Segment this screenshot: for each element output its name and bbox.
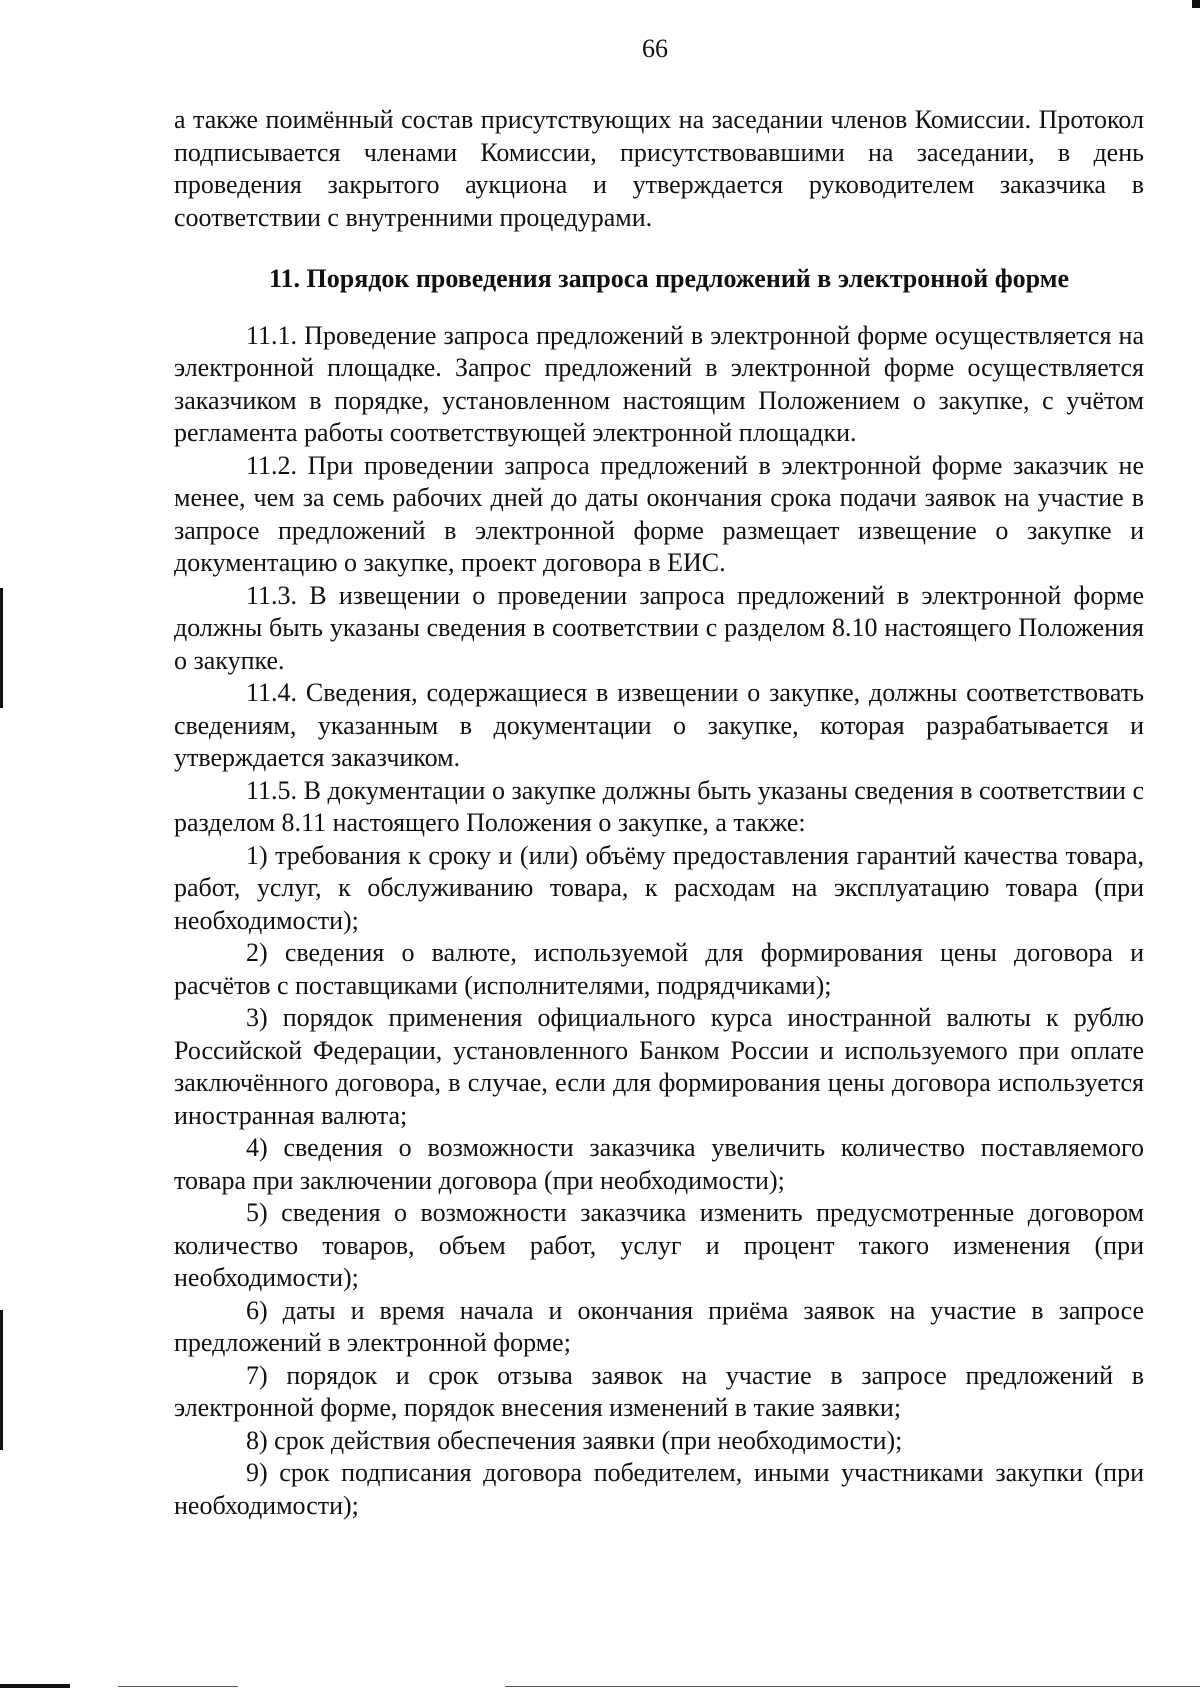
paragraph-11-3: 11.3. В извещении о проведении запроса предложений в электронной форме должны быть указаны сведения в соответствии с разделом 8.10 настоящего Положения о закупке. <box>174 580 1144 675</box>
list-item-5: 5) сведения о возможности заказчика изменить предусмотренные договором количество товаров, объем работ, услуг и процент такого изменения (при необходимости); <box>174 1198 1144 1292</box>
section-heading: 11. Порядок проведения запроса предложений в электронной форме <box>268 264 1070 293</box>
paragraph-11-5: 11.5. В документации о закупке должны быть указаны сведения в соответствии с разделом 8.11 настоящего Положения о закупке, а также: <box>174 775 1144 837</box>
list-item-7: 7) порядок и срок отзыва заявок на участие в запросе предложений в электронной форме, порядок внесения изменений в такие заявки; <box>174 1360 1144 1422</box>
list-item-6: 6) даты и время начала и окончания приёма заявок на участие в запросе предложений в электронной форме; <box>174 1295 1144 1357</box>
paragraph-11-2: 11.2. При проведении запроса предложений в электронной форме заказчик не менее, чем за семь рабочих дней до даты окончания срока подачи заявок на участие в запросе предложений в электронной форме размещает извещение о закупке и документацию о закупке, проект договора в ЕИС. <box>174 450 1144 577</box>
list-item-2: 2) сведения о валюте, используемой для формирования цены договора и расчётов с поставщиками (исполнителями, подрядчиками); <box>174 938 1144 1000</box>
document-body <box>174 104 1144 1522</box>
scan-left-edge-mark <box>0 588 3 708</box>
scan-left-edge-mark <box>0 1310 3 1450</box>
continued-paragraph: а также поимённый состав присутствующих на заседании членов Комиссии. Протокол подписывается членами Комиссии, присутствовавшими на заседании, в день проведения закрытого аукциона и утверждается руководителем заказчика в соответствии с внутренними процедурами. <box>174 105 1144 232</box>
list-item-9: 9) срок подписания договора победителем, иными участниками закупки (при необходимости); <box>174 1458 1144 1520</box>
list-item-8: 8) срок действия обеспечения заявки (при необходимости); <box>246 1425 903 1455</box>
scan-bottom-line <box>118 1686 238 1687</box>
scan-bottom-line <box>505 1686 1200 1687</box>
scan-corner-mark <box>1192 0 1200 8</box>
paragraph-11-4: 11.4. Сведения, содержащиеся в извещении о закупке, должны соответствовать сведениям, указанным в документации о закупке, которая разрабатывается и утверждается заказчиком. <box>174 678 1144 772</box>
paragraph-11-1: 11.1. Проведение запроса предложений в электронной форме осуществляется на электронной площадке. Запрос предложений в электронной форме осуществляется заказчиком в порядке, установленном настоящим Положением о закупке, с учётом регламента работы соответствующей электронной площадки. <box>174 320 1144 447</box>
list-item-3: 3) порядок применения официального курса иностранной валюты к рублю Российской Федерации, установленного Банком России и используемого при оплате заключённого договора, в случае, если для формирования цены договора используется иностранная валюта; <box>174 1003 1144 1130</box>
scan-bottom-line <box>0 1684 70 1688</box>
list-item-4: 4) сведения о возможности заказчика увеличить количество поставляемого товара при заключении договора (при необходимости); <box>174 1133 1144 1195</box>
list-item-1: 1) требования к сроку и (или) объёму предоставления гарантий качества товара, работ, услуг, к обслуживанию товара, к расходам на эксплуатацию товара (при необходимости); <box>174 840 1144 935</box>
page-number: 66 <box>642 34 668 63</box>
